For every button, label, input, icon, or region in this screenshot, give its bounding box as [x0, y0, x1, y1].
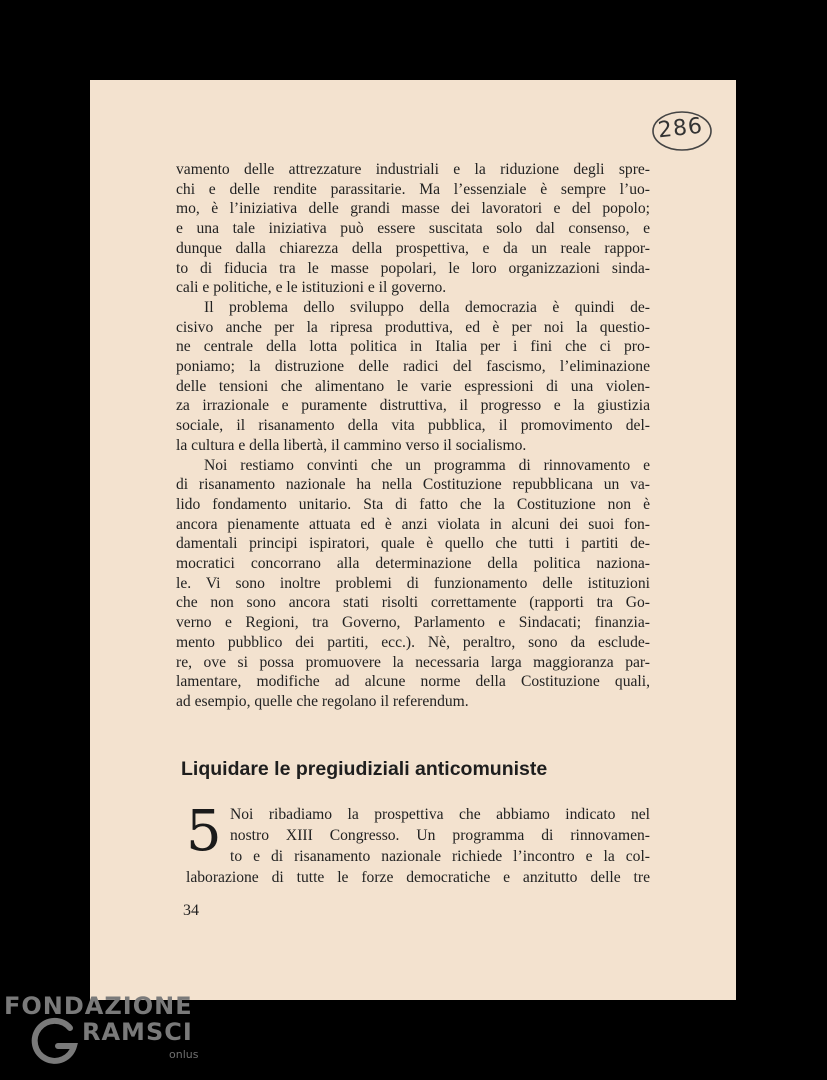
text-line: za irrazionale e puramente distruttiva, il progresso e la giustizia [176, 397, 650, 415]
text-line: poniamo; la distruzione delle radici del fascismo, l’eliminazione [176, 358, 650, 376]
text-line: mocratici concorrano alla determinazione della politica naziona- [176, 555, 650, 573]
text-line: to e di risanamento nazionale richiede l’incontro e la col- [230, 848, 650, 865]
text-line: nostro XIII Congresso. Un programma di rinnovamen- [230, 827, 650, 844]
text-line: mento pubblico dei partiti, ecc.). Nè, peraltro, sono da esclude- [176, 633, 650, 651]
text-line: lido fondamento unitario. Sta di fatto che la Costituzione non è [176, 495, 650, 513]
text-line: lamentare, modifiche ad alcune norme della Costituzione quali, [176, 673, 650, 691]
logo-text-line3: onlus [169, 1048, 199, 1061]
annotation-text: 286 [656, 113, 705, 144]
text-line: ad esempio, quelle che regolano il referendum. [176, 692, 469, 710]
text-line: laborazione di tutte le forze democratiche e anzitutto delle tre [186, 869, 650, 886]
logo-text-line1: FONDAZIONE [4, 992, 193, 1020]
page-number: 34 [183, 902, 199, 919]
text-line: cisivo anche per la ripresa produttiva, ed è per noi la questio- [176, 318, 650, 336]
text-line: re, ove si possa promuovere la necessaria larga maggioranza par- [176, 653, 650, 671]
fondazione-gramsci-logo [4, 992, 204, 1072]
text-line: le. Vi sono inoltre problemi di funzionamento delle istituzioni [176, 574, 650, 592]
text-line: Il problema dello sviluppo della democrazia è quindi de- [204, 298, 650, 316]
text-line: chi e delle rendite parassitarie. Ma l’essenziale è sempre l’uo- [176, 180, 650, 198]
text-line: verno e Regioni, tra Governo, Parlamento e Sindacati; finanzia- [176, 614, 650, 632]
text-line: ne centrale della lotta politica in Italia per i fini che ci pro- [176, 338, 650, 356]
section-paragraph [186, 799, 650, 888]
text-line: dunque dalla chiarezza della prospettiva, e da un reale rappor- [176, 239, 650, 257]
text-line: ancora pienamente attuata ed è anzi violata in alcuni dei suoi fon- [176, 515, 650, 533]
text-line: che non sono ancora stati risolti correttamente (rapporti tra Go- [176, 594, 650, 612]
body-text [176, 160, 650, 712]
text-line: damentali principi ispiratori, quale è quello che tutti i partiti de- [176, 535, 650, 553]
section-heading: Liquidare le pregiudiziali anticomuniste [181, 758, 548, 780]
text-line: e una tale iniziativa può essere suscitata solo dal consenso, e [176, 220, 650, 238]
text-line: la cultura e della libertà, il cammino verso il socialismo. [176, 436, 527, 454]
text-line: delle tensioni che alimentano le varie espressioni di una violen- [176, 377, 650, 395]
text-line: sociale, il risanamento della vita pubblica, il promovimento del- [176, 417, 650, 435]
text-line: Noi restiamo convinti che un programma di rinnovamento e [204, 456, 650, 474]
text-line: mo, è l’iniziativa delle grandi masse dei lavoratori e del popolo; [176, 200, 650, 218]
logo-g-icon [30, 1016, 80, 1066]
section-number-dropcap: 5 [186, 799, 222, 864]
text-line: to di fiducia tra le masse popolari, le loro organizzazioni sinda- [176, 259, 650, 277]
text-line: di risanamento nazionale ha nella Costituzione repubblicana un va- [176, 476, 650, 494]
text-line: vamento delle attrezzature industriali e la riduzione degli spre- [176, 161, 650, 178]
text-line: Noi ribadiamo la prospettiva che abbiamo indicato nel [230, 806, 650, 823]
handwritten-page-annotation [650, 108, 714, 154]
logo-text-line2: RAMSCI [82, 1018, 193, 1046]
text-line: cali e politiche, e le istituzioni e il governo. [176, 279, 447, 297]
